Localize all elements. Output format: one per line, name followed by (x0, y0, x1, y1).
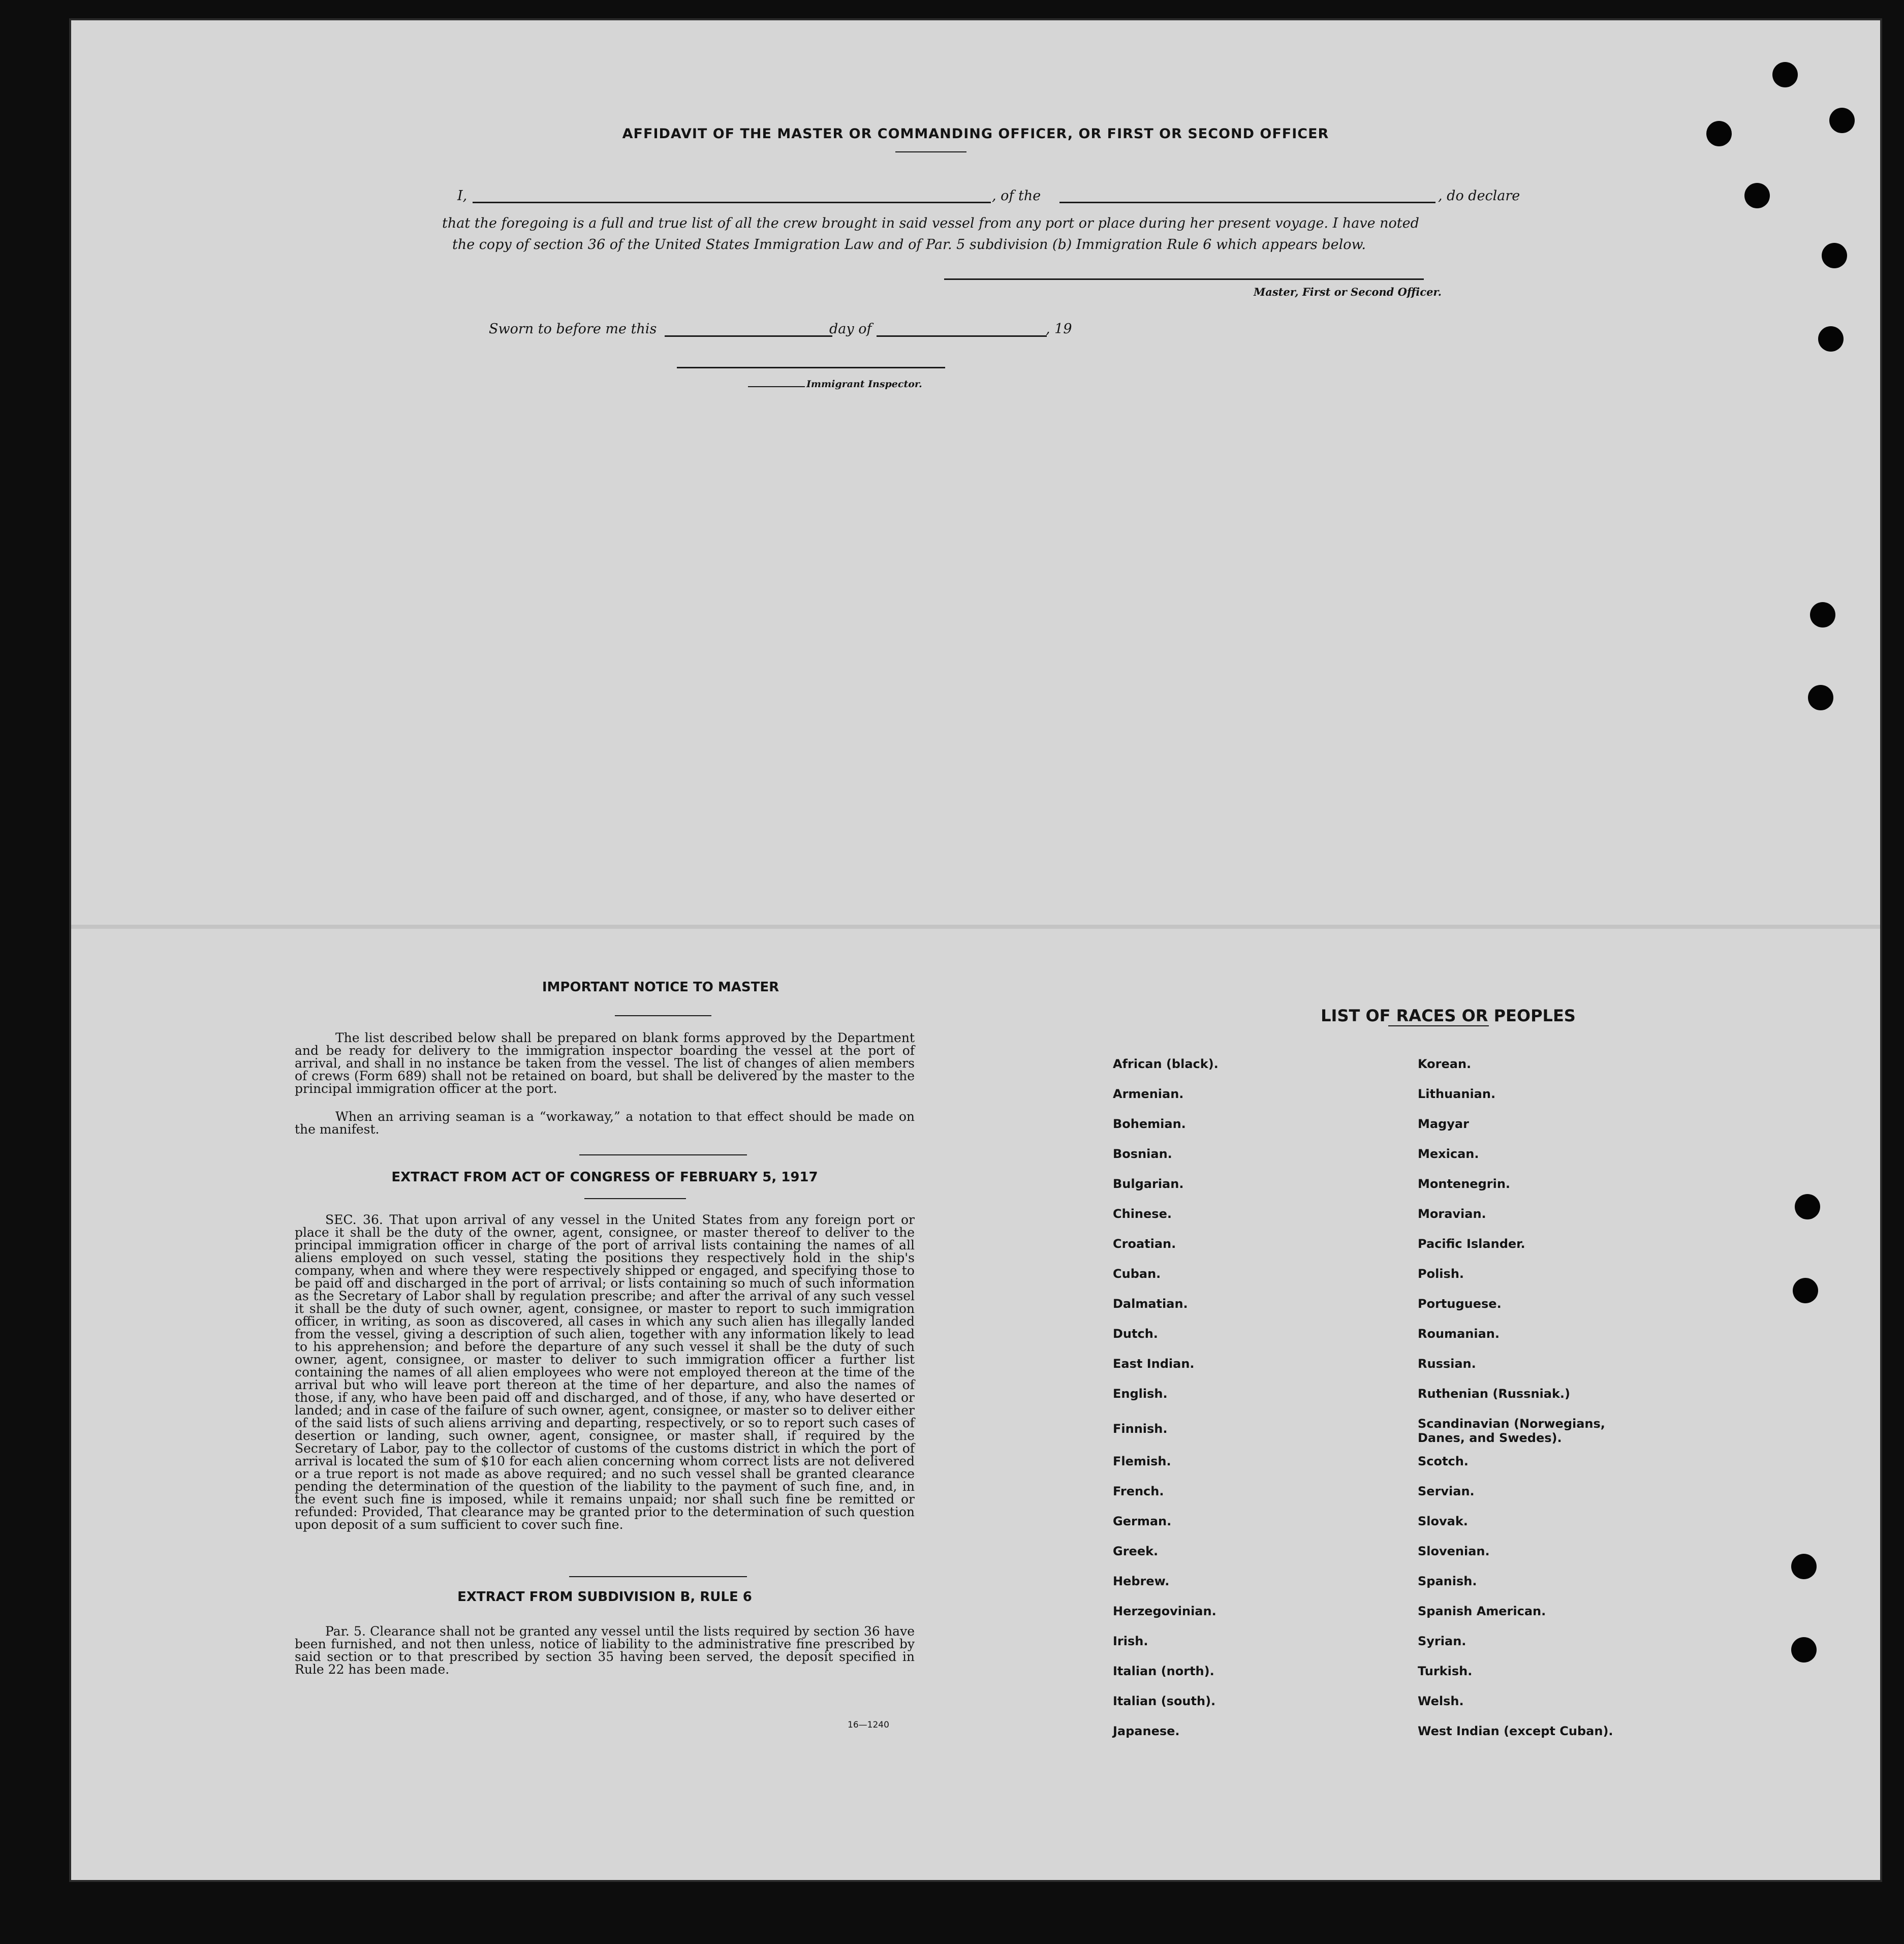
extract-rule-title: EXTRACT FROM SUBDIVISION B, RULE 6 (457, 1589, 752, 1605)
document-page (71, 20, 1880, 1880)
sworn-year: , 19 (1046, 321, 1072, 337)
races-underline (1388, 1025, 1489, 1026)
binder-hole (1793, 1278, 1818, 1303)
race-item: Servian. (1418, 1484, 1475, 1498)
races-left-column (1113, 1057, 1219, 1754)
race-item: Turkish. (1418, 1664, 1473, 1678)
race-item: Dalmatian. (1113, 1297, 1188, 1311)
vessel-blank-line (1059, 202, 1435, 203)
sworn-day-of: day of (829, 321, 872, 337)
race-item: Roumanian. (1418, 1327, 1500, 1341)
sworn-month-line (877, 335, 1047, 337)
race-item: Bulgarian. (1113, 1177, 1184, 1191)
race-item: Magyar (1418, 1117, 1469, 1131)
notice-divider (579, 1154, 747, 1155)
extract-act-text: SEC. 36. That upon arrival of any vessel in the United States from any foreign port or place it shall be the duty of the owner, agent, consignee, or master thereof to deliver to the principal immigration officer in charge of the port of arrival lists containing the names of all aliens employed on such vessel, stating the positions they respectively hold in the ship's company, when and where they were respectively shipped or engaged, and specifying those to be paid off and discharged in the port of arrival; or lists containing so much of such information as the Secretary of Labor shall by regulation prescribe; and after the arrival of any such vessel it shall be the duty of such owner, agent, consignee, or master to report to such immigration officer, in writing, as soon as discovered, all cases in which any such alien has illegally landed from the vessel, giving a description of such alien, together with any information likely to lead to his apprehension; and before the departure of any such vessel it shall be the duty of such owner, agent, consignee, or master to deliver to such immigration officer a further list containing the names of all alien employees who were not employed thereon at the time of the arrival but who will leave port thereon at the time of her departure, and also the names of those, if any, who have been paid off and discharged, and of those, if any, who have deserted or landed; and in case of the failure of such owner, agent, consignee, or master so to deliver either of the said lists of such aliens arriving and departing, respectively, or so to report such cases of desertion or landing, such owner, agent, consignee, or master shall, if required by the Secretary of Labor, pay to the collector of customs of the customs district in which the port of arrival is located the sum of $10 for each alien concerning whom correct lists are not delivered or a true report is not made as above required; and no such vessel shall be granted clearance pending the determination of the question of the liability to the payment of such fine, and, in the event such fine is imposed, while it remains unpaid; nor shall such fine be remitted or refunded: Provided, That clearance may be granted prior to the determination of such question upon deposit of a sum sufficient to cover such fine. (295, 1212, 915, 1532)
affidavit-title: AFFIDAVIT OF THE MASTER OR COMMANDING OFFICER, OR FIRST OR SECOND OFFICER (622, 126, 1329, 142)
race-item: Bosnian. (1113, 1147, 1172, 1161)
signature-label: Master, First or Second Officer. (1254, 286, 1442, 298)
race-item: Japanese. (1113, 1724, 1180, 1738)
binder-hole (1791, 1554, 1817, 1579)
inspector-short-line (748, 386, 805, 387)
notice-paragraph-1: The list described below shall be prepared on blank forms approved by the Department and be ready for delivery to the immigration inspector boarding the vessel at the port of arrival, and shall in no instance be taken from the vessel. The list of changes of alien members of crews (Form 689) shall not be retained on board, but shall be delivered by the master to the principal immigration officer at the port. (295, 1030, 915, 1096)
race-item: French. (1113, 1484, 1164, 1498)
sworn-day-line (665, 335, 832, 337)
race-item: Lithuanian. (1418, 1087, 1496, 1101)
race-item: Hebrew. (1113, 1574, 1170, 1588)
name-blank-line (473, 202, 991, 203)
affidavit-of-the: , of the (992, 188, 1041, 204)
binder-hole (1772, 62, 1798, 87)
race-item: Spanish American. (1418, 1604, 1546, 1618)
inspector-line (677, 367, 945, 368)
notice-paragraph-2: When an arriving seaman is a “workaway,” a notation to that effect should be made on the manifest. (295, 1109, 915, 1137)
affidavit-line-3: the copy of section 36 of the United States Immigration Law and of Par. 5 subdivision (b) Immigration Rule 6 which appears below. (452, 237, 1366, 253)
extract-divider (569, 1576, 747, 1577)
race-item: Spanish. (1418, 1574, 1477, 1588)
sworn-prefix: Sworn to before me this (489, 321, 657, 337)
race-item: Armenian. (1113, 1087, 1184, 1101)
race-item: Italian (north). (1113, 1664, 1214, 1678)
binder-hole (1744, 183, 1770, 208)
extract-act-underline (584, 1198, 686, 1199)
race-item: Slovak. (1418, 1514, 1468, 1528)
race-item: Cuban. (1113, 1267, 1161, 1281)
race-item: Scotch. (1418, 1454, 1469, 1468)
race-item: Bohemian. (1113, 1117, 1186, 1131)
binder-hole (1706, 121, 1732, 146)
race-item: Korean. (1418, 1057, 1472, 1071)
race-item: Polish. (1418, 1267, 1464, 1281)
race-item: Montenegrin. (1418, 1177, 1511, 1191)
binder-hole (1791, 1637, 1817, 1663)
race-item: Ruthenian (Russniak.) (1418, 1387, 1571, 1401)
page-fold (71, 925, 1880, 929)
signature-line (944, 278, 1424, 280)
binder-hole (1810, 602, 1835, 628)
race-item: Dutch. (1113, 1327, 1158, 1341)
races-right-column (1418, 1057, 1613, 1754)
race-item: Italian (south). (1113, 1694, 1216, 1708)
affidavit-do-declare: , do declare (1438, 188, 1520, 204)
race-item: Portuguese. (1418, 1297, 1502, 1311)
inspector-label: Immigrant Inspector. (806, 379, 922, 390)
race-item: Finnish. (1113, 1422, 1168, 1436)
race-item: Chinese. (1113, 1207, 1172, 1221)
form-number: 16—1240 (848, 1720, 889, 1730)
affidavit-i: I, (457, 188, 467, 204)
race-item: Pacific Islander. (1418, 1237, 1525, 1251)
binder-hole (1829, 108, 1855, 133)
race-item: Syrian. (1418, 1634, 1466, 1648)
race-item: Mexican. (1418, 1147, 1479, 1161)
race-item: Flemish. (1113, 1454, 1171, 1468)
binder-hole (1795, 1194, 1820, 1219)
race-item: Russian. (1418, 1357, 1476, 1371)
race-item: English. (1113, 1387, 1168, 1401)
race-item: German. (1113, 1514, 1172, 1528)
affidavit-line-2: that the foregoing is a full and true list of all the crew brought in said vessel from any port or place during her present voyage. I have noted (442, 215, 1419, 231)
binder-hole (1818, 326, 1844, 352)
race-item: Greek. (1113, 1544, 1159, 1558)
race-item: Croatian. (1113, 1237, 1176, 1251)
race-item: Herzegovinian. (1113, 1604, 1216, 1618)
race-item: West Indian (except Cuban). (1418, 1724, 1613, 1738)
notice-underline (615, 1015, 711, 1016)
extract-rule-text: Par. 5. Clearance shall not be granted any vessel until the lists required by section 36 have been furnished, and not then unless, notice of liability to the administrative fine prescribed by said section or to that prescribed by section 35 having been served, the deposit specified in Rule 22 has been made. (295, 1624, 915, 1677)
extract-act-title: EXTRACT FROM ACT OF CONGRESS OF FEBRUARY 5, 1917 (391, 1170, 818, 1185)
binder-hole (1808, 685, 1833, 710)
race-item: Irish. (1113, 1634, 1148, 1648)
binder-hole (1822, 243, 1847, 268)
race-item: Welsh. (1418, 1694, 1464, 1708)
race-item: Scandinavian (Norwegians, Danes, and Swedes). (1418, 1417, 1605, 1445)
races-title: LIST OF RACES OR PEOPLES (1321, 1006, 1576, 1025)
race-item: African (black). (1113, 1057, 1219, 1071)
notice-title: IMPORTANT NOTICE TO MASTER (542, 980, 779, 995)
race-item: East Indian. (1113, 1357, 1195, 1371)
race-item: Moravian. (1418, 1207, 1486, 1221)
race-item: Slovenian. (1418, 1544, 1490, 1558)
title-underline (895, 151, 966, 152)
